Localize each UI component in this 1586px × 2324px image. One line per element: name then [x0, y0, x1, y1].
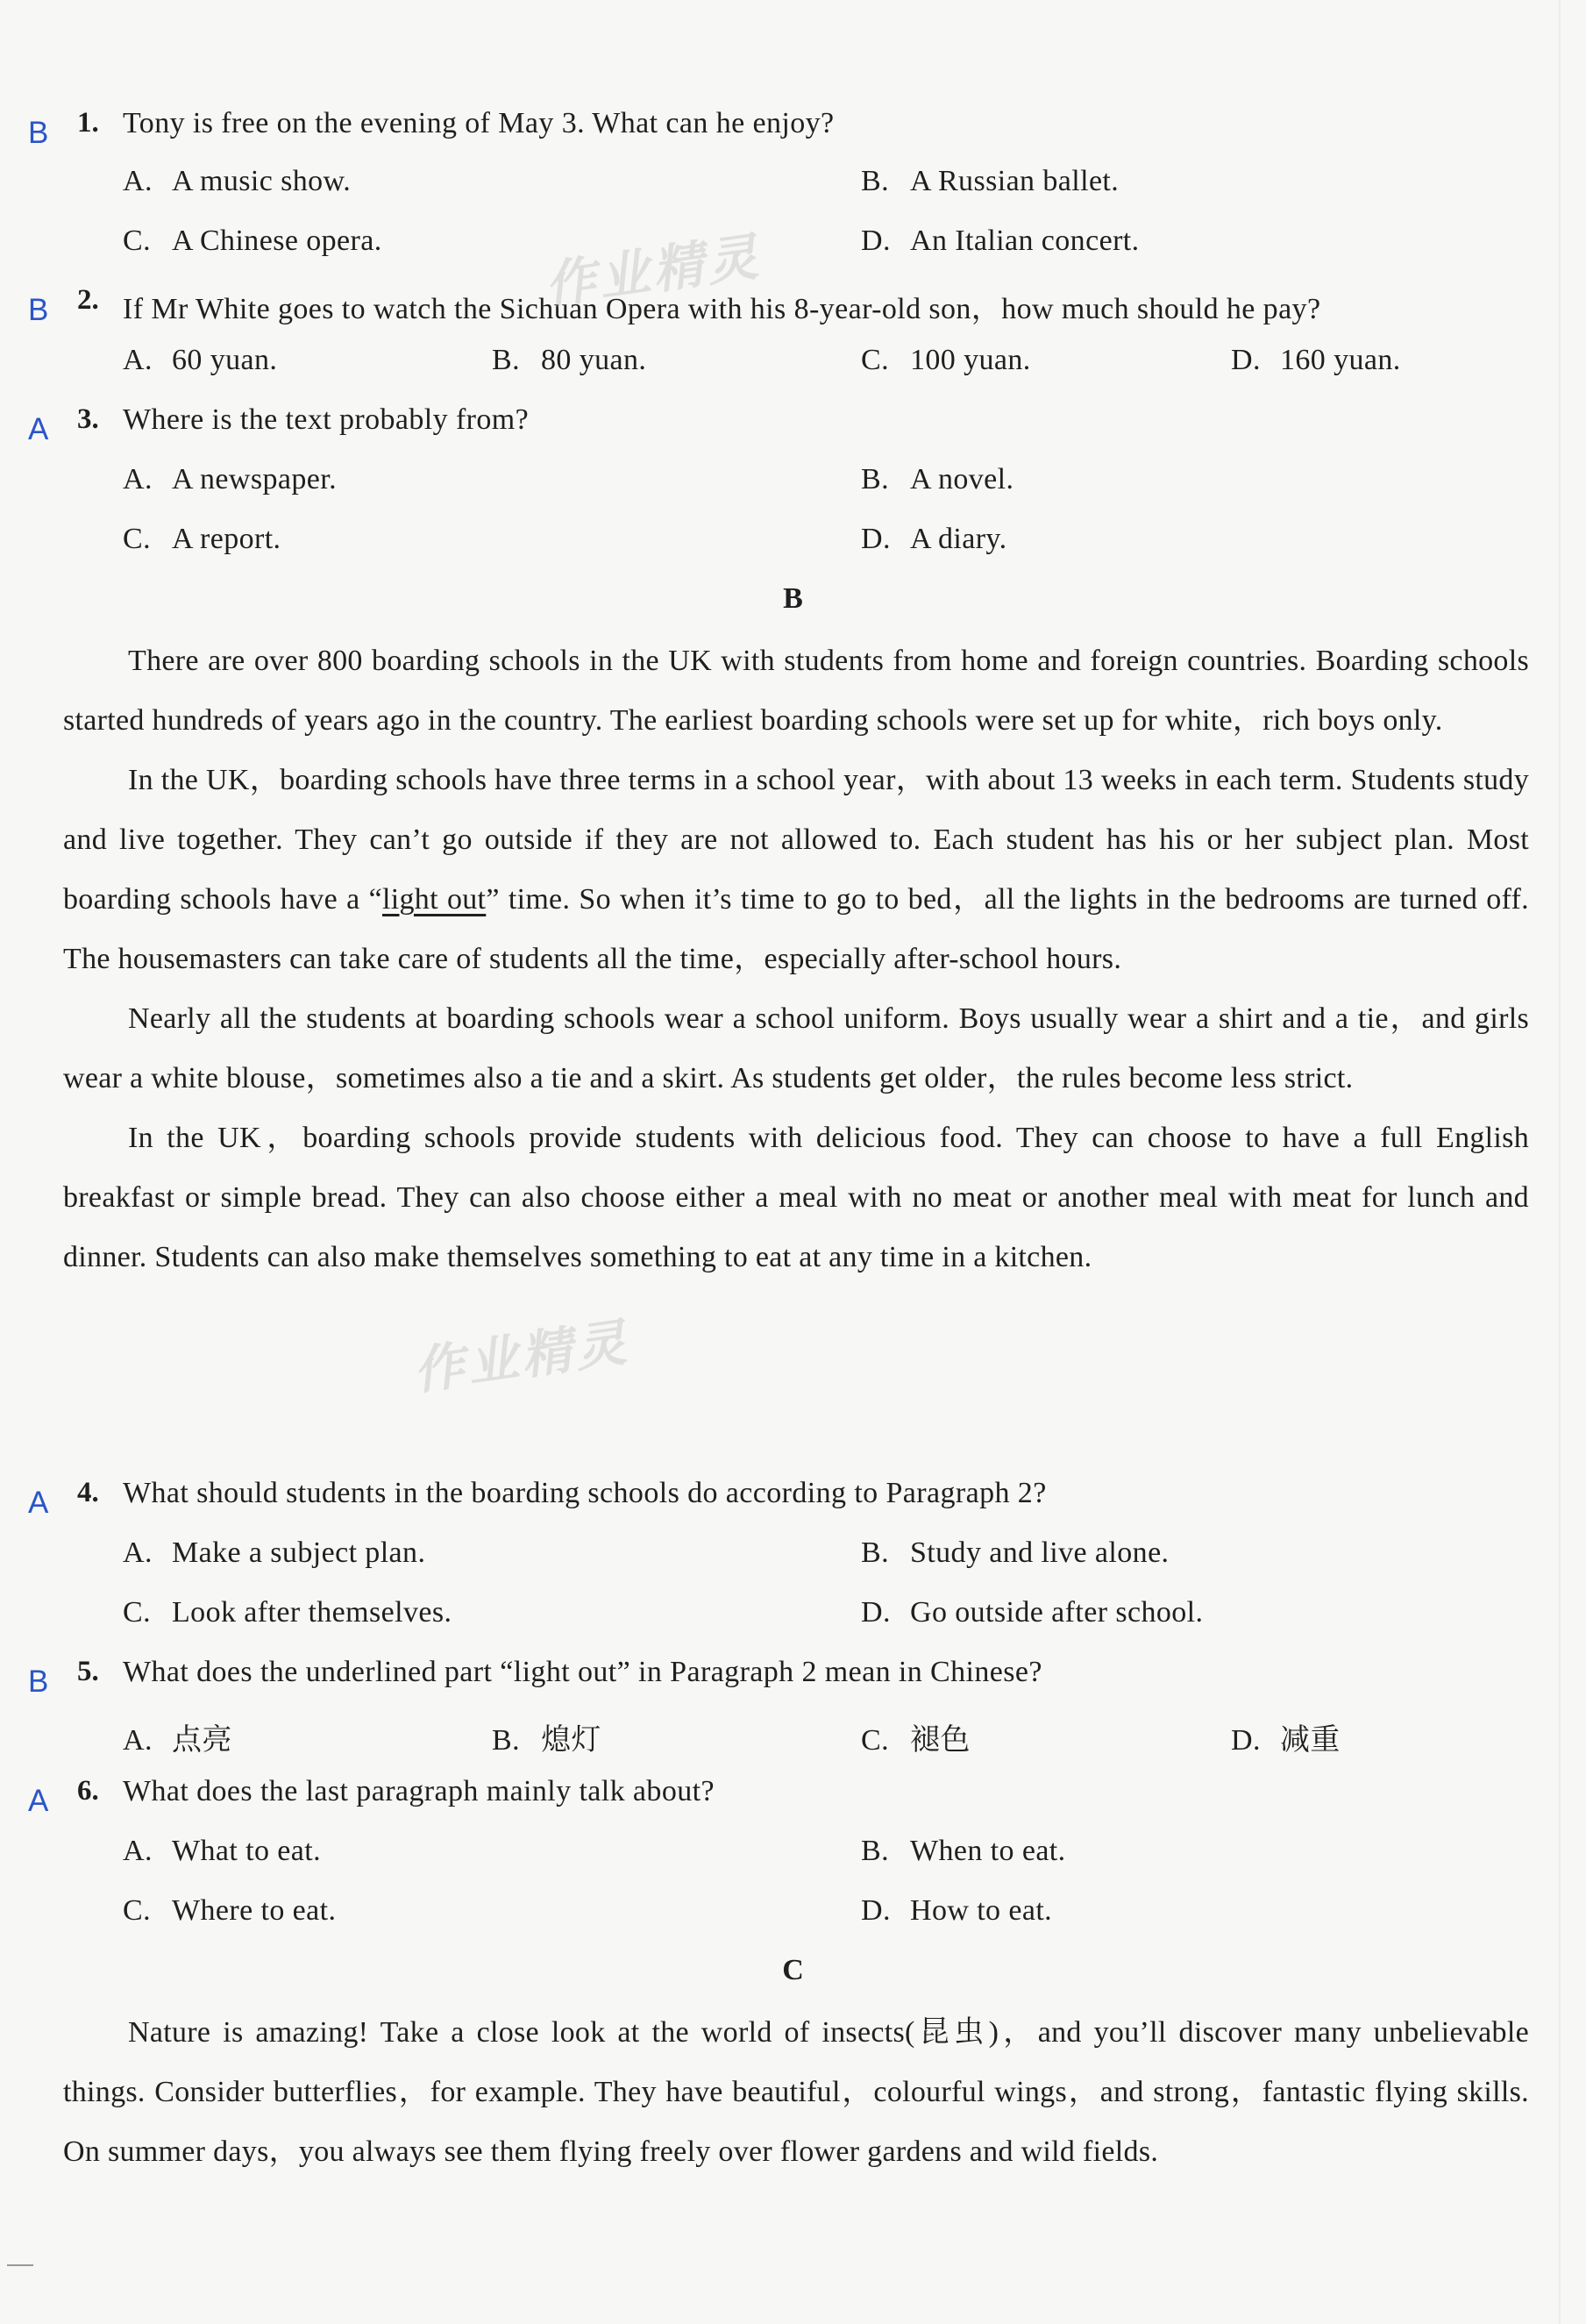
- option-b: B. 80 yuan.: [492, 344, 647, 376]
- option-d: D. A diary.: [861, 523, 1007, 555]
- question-text: What does the last paragraph mainly talk about?: [123, 1775, 715, 1807]
- option-c: C. Look after themselves.: [123, 1596, 452, 1629]
- question-text: What should students in the boarding schools do according to Paragraph 2?: [123, 1477, 1047, 1509]
- option-c: C. 褪色: [861, 1724, 971, 1757]
- option-a: A. 60 yuan.: [123, 344, 278, 376]
- question-number: 5.: [77, 1656, 99, 1687]
- option-a: A. 点亮: [123, 1724, 232, 1757]
- option-a: A. A newspaper.: [123, 463, 337, 495]
- option-d: D. Go outside after school.: [861, 1596, 1204, 1629]
- option-b: B. A Russian ballet.: [861, 165, 1120, 197]
- question-4: [0, 1477, 1586, 1520]
- passage-paragraph: Nearly all the students at boarding schools wear a school uniform. Boys usually wear a shirt and a tie，and girls wear a white blouse，sometimes also a tie and a skirt. As students get older，the rules become less strict.: [63, 1002, 1529, 1094]
- passage-paragraph: Nature is amazing! Take a close look at the world of insects(昆虫)，and you’ll discover many unbelievable things. Consider butterflies，for example. They have beautiful，colourful wings，and strong，fantastic flying skills. On summer days，you always see them flying freely over flower gardens and wild fields.: [63, 2016, 1529, 2168]
- option-d: D. 减重: [1231, 1724, 1341, 1757]
- option-d: D. An Italian concert.: [861, 225, 1140, 257]
- question-3: [0, 403, 1586, 446]
- option-c: C. A report.: [123, 523, 281, 555]
- option-a: A. A music show.: [123, 165, 352, 197]
- watermark-logo: 作业精灵: [409, 1314, 634, 1401]
- option-d: D. How to eat.: [861, 1894, 1053, 1927]
- section-b-heading: B: [783, 582, 803, 615]
- passage-c: [63, 2003, 1529, 2182]
- option-a: A. What to eat.: [123, 1835, 322, 1867]
- question-number: 2.: [77, 284, 99, 316]
- option-d: D. 160 yuan.: [1231, 344, 1401, 376]
- option-c: C. A Chinese opera.: [123, 225, 382, 257]
- passage-b: [63, 631, 1529, 1287]
- question-text: Where is the text probably from?: [123, 403, 530, 436]
- question-number: 1.: [77, 107, 99, 139]
- answer-mark: B: [28, 1665, 49, 1699]
- question-1: [0, 107, 1586, 150]
- option-b: B. A novel.: [861, 463, 1014, 495]
- question-text: If Mr White goes to watch the Sichuan Opera with his 8-year-old son，how much should he pay?: [123, 293, 1321, 325]
- underlined-phrase: light out: [382, 883, 487, 916]
- question-text: Tony is free on the evening of May 3. What can he enjoy?: [123, 107, 835, 139]
- question-6: [0, 1775, 1586, 1818]
- answer-mark: B: [28, 293, 49, 327]
- question-5: [0, 1656, 1586, 1699]
- option-b: B. When to eat.: [861, 1835, 1066, 1867]
- option-a: A. Make a subject plan.: [123, 1536, 426, 1569]
- option-b: B. Study and live alone.: [861, 1536, 1170, 1569]
- answer-mark: A: [28, 1486, 49, 1520]
- question-number: 6.: [77, 1775, 99, 1807]
- passage-paragraph: In the UK，boarding schools provide students with delicious food. They can choose to have a full English breakfast or simple bread. They can also choose either a meal with no meat or another meal with meat for lunch and dinner. Students can also make themselves something to eat at any time in a kitchen.: [63, 1122, 1529, 1273]
- question-text: What does the underlined part “light out” in Paragraph 2 mean in Chinese?: [123, 1656, 1042, 1688]
- section-c-heading: C: [782, 1954, 804, 1986]
- watermark-logo: 作业精灵: [541, 228, 765, 315]
- question-number: 4.: [77, 1477, 99, 1508]
- passage-paragraph: There are over 800 boarding schools in the UK with students from home and foreign countries. Boarding schools started hundreds of years ago in the country. The earliest boarding schools were set up for white，rich boys only.: [63, 645, 1529, 737]
- option-c: C. 100 yuan.: [861, 344, 1031, 376]
- answer-mark: B: [28, 116, 49, 150]
- option-b: B. 熄灯: [492, 1724, 601, 1757]
- answer-mark: A: [28, 1784, 49, 1818]
- passage-paragraph: In the UK，boarding schools have three terms in a school year，with about 13 weeks in each term. Students study and live together. They can’t go outside if they are not allowed to. Each student has his or her subject plan. Most boarding schools have a “light out” time. So when it’s time to go to bed，all the lights in the bedrooms are turned off. The housemasters can take care of students all the time，especially after-school hours.: [63, 764, 1529, 975]
- question-number: 3.: [77, 403, 99, 435]
- question-2: [0, 284, 1586, 327]
- option-c: C. Where to eat.: [123, 1894, 337, 1927]
- page-mark: [7, 2264, 33, 2266]
- answer-mark: A: [28, 412, 49, 446]
